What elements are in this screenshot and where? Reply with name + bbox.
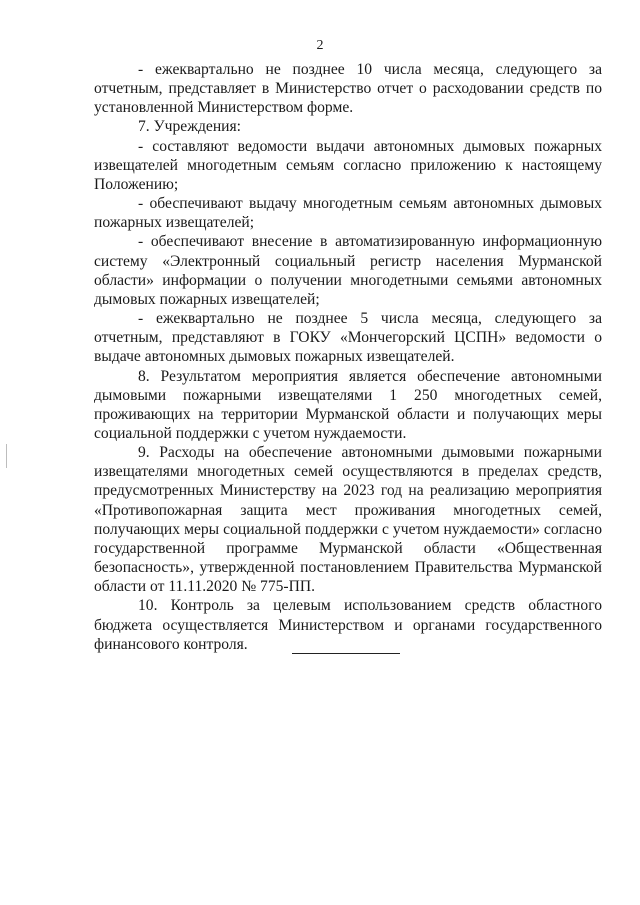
paragraph-result: 8. Результатом мероприятия является обеспечение автономными дымовыми пожарными извещателями 1 250 многодетных семей, проживающих на территории Мурманской области и получающих меры социальной поддержки с учетом нуждаемости. (94, 367, 602, 442)
scan-margin-mark (6, 444, 7, 468)
paragraph-institutions-heading: 7. Учреждения: (138, 118, 242, 136)
paragraph-register-entry: - обеспечивают внесение в автоматизированную информационную систему «Электронный социальный регистр населения Мурманской области» информации о получении многодетными семьями автономных дымовых пожарных извещателей; (94, 233, 602, 308)
paragraph-compile-statements: - составляют ведомости выдачи автономных дымовых пожарных извещателей многодетным семьям согласно приложению к настоящему Положению; (94, 137, 602, 193)
paragraph-quarterly-report-ministry: - ежеквартально не позднее 10 числа месяца, следующего за отчетным, представляет в Министерство отчет о расходовании средств по установленной Министерством форме. (94, 61, 602, 117)
paragraph-ensure-issuance: - обеспечивают выдачу многодетным семьям автономных дымовых пожарных извещателей; (94, 195, 602, 232)
paragraph-quarterly-statements: - ежеквартально не позднее 5 числа месяца, следующего за отчетным, представляют в ГОКУ «Мончегорский ЦСПН» ведомости о выдаче автономных дымовых пожарных извещателей. (94, 310, 602, 366)
paragraph-expenses: 9. Расходы на обеспечение автономными дымовыми пожарными извещателями многодетных семей осуществляются в пределах средств, предусмотренных Министерству на 2023 год на реализацию мероприятия «Противопожарная защита мест проживания многодетных семей, получающих меры социальной поддержки с учетом нуждаемости» согласно государственной программе Мурманской области «Общественная безопасность», утвержденной постановлением Правительства Мурманской области от 11.11.2020 № 775-ПП. (94, 444, 602, 596)
end-of-document-line (292, 653, 400, 654)
page-number: 2 (316, 38, 324, 53)
paragraph-control: 10. Контроль за целевым использованием средств областного бюджета осуществляется Министерством и органами государственного финансового контроля. (94, 597, 602, 653)
document-body (94, 60, 602, 654)
